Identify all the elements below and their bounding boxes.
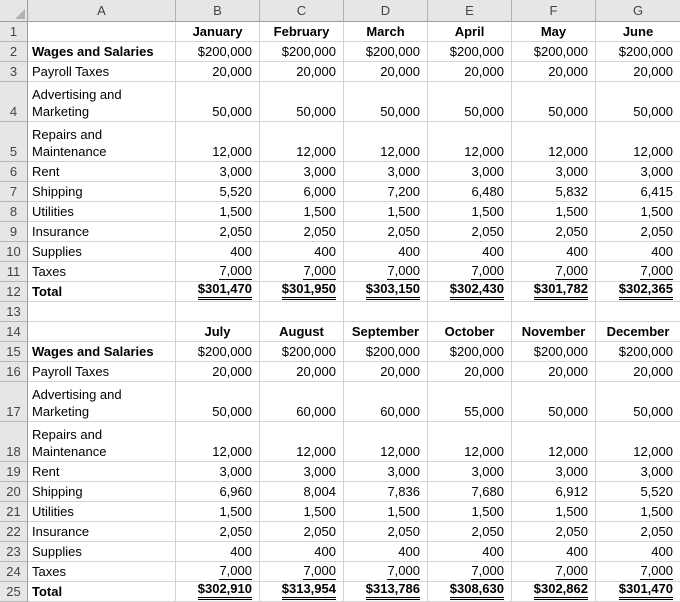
cell-F3[interactable]: 20,000 — [512, 62, 596, 82]
cell-A12[interactable]: Total — [28, 282, 176, 302]
cell-value: $308,630 — [450, 582, 504, 600]
row-header-19[interactable]: 19 — [0, 462, 28, 482]
cell-B23[interactable]: 400 — [176, 542, 260, 562]
cell-F15[interactable]: $200,000 — [512, 342, 596, 362]
cell-D25[interactable] — [344, 582, 428, 602]
cell-C8[interactable]: 1,500 — [260, 202, 344, 222]
cell-B3[interactable]: 20,000 — [176, 62, 260, 82]
cell-B19[interactable]: 3,000 — [176, 462, 260, 482]
row-25 — [0, 582, 680, 602]
cell-value: $313,954 — [282, 582, 336, 600]
cell-B8[interactable]: 1,500 — [176, 202, 260, 222]
cell-G20[interactable]: 5,520 — [596, 482, 680, 502]
cell-B17[interactable]: 50,000 — [176, 382, 260, 422]
cell-C23[interactable]: 400 — [260, 542, 344, 562]
row-header-3[interactable]: 3 — [0, 62, 28, 82]
cell-A3[interactable]: Payroll Taxes — [28, 62, 176, 82]
cell-A15[interactable]: Wages and Salaries — [28, 342, 176, 362]
row-23 — [0, 542, 680, 562]
cell-B1[interactable]: January — [176, 22, 260, 42]
cell-value: $301,470 — [619, 582, 673, 600]
cell-F22[interactable]: 2,050 — [512, 522, 596, 542]
column-header-G[interactable]: G — [596, 0, 680, 22]
cell-E21[interactable]: 1,500 — [428, 502, 512, 522]
cell-A2[interactable]: Wages and Salaries — [28, 42, 176, 62]
row-7 — [0, 182, 680, 202]
row-header-8[interactable]: 8 — [0, 202, 28, 222]
cell-G21[interactable]: 1,500 — [596, 502, 680, 522]
cell-B15[interactable]: $200,000 — [176, 342, 260, 362]
cell-C24[interactable] — [260, 562, 344, 582]
cell-A9[interactable]: Insurance — [28, 222, 176, 242]
row-header-22[interactable]: 22 — [0, 522, 28, 542]
row-22 — [0, 522, 680, 542]
cell-B11[interactable] — [176, 262, 260, 282]
cell-C25[interactable] — [260, 582, 344, 602]
cell-G13[interactable] — [596, 302, 680, 322]
row-header-5[interactable]: 5 — [0, 122, 28, 162]
cell-B9[interactable]: 2,050 — [176, 222, 260, 242]
row-header-16[interactable]: 16 — [0, 362, 28, 382]
cell-D18[interactable]: 12,000 — [344, 422, 428, 462]
cell-value: $302,430 — [450, 282, 504, 300]
cell-F25[interactable] — [512, 582, 596, 602]
cell-value: $302,365 — [619, 282, 673, 300]
cell-E13[interactable] — [428, 302, 512, 322]
cell-B13[interactable] — [176, 302, 260, 322]
column-header-row — [0, 0, 680, 22]
row-header-10[interactable]: 10 — [0, 242, 28, 262]
cell-G17[interactable]: 50,000 — [596, 382, 680, 422]
row-18 — [0, 422, 680, 462]
cell-D15[interactable]: $200,000 — [344, 342, 428, 362]
cell-D24[interactable] — [344, 562, 428, 582]
row-header-18[interactable]: 18 — [0, 422, 28, 462]
cell-B4[interactable]: 50,000 — [176, 82, 260, 122]
row-20 — [0, 482, 680, 502]
cell-E6[interactable]: 3,000 — [428, 162, 512, 182]
row-header-23[interactable]: 23 — [0, 542, 28, 562]
cell-D16[interactable]: 20,000 — [344, 362, 428, 382]
cell-C22[interactable]: 2,050 — [260, 522, 344, 542]
cell-C9[interactable]: 2,050 — [260, 222, 344, 242]
cell-D12[interactable] — [344, 282, 428, 302]
cell-B18[interactable]: 12,000 — [176, 422, 260, 462]
row-14 — [0, 322, 680, 342]
cell-C14[interactable]: August — [260, 322, 344, 342]
cell-E10[interactable]: 400 — [428, 242, 512, 262]
row-header-2[interactable]: 2 — [0, 42, 28, 62]
column-header-C[interactable]: C — [260, 0, 344, 22]
row-16 — [0, 362, 680, 382]
row-header-21[interactable]: 21 — [0, 502, 28, 522]
cell-E14[interactable]: October — [428, 322, 512, 342]
cell-E9[interactable]: 2,050 — [428, 222, 512, 242]
column-header-B[interactable]: B — [176, 0, 260, 22]
cell-C11[interactable] — [260, 262, 344, 282]
cell-G7[interactable]: 6,415 — [596, 182, 680, 202]
row-header-7[interactable]: 7 — [0, 182, 28, 202]
cell-value: 7,000 — [219, 563, 252, 578]
cell-value: $301,470 — [198, 282, 252, 300]
cell-D20[interactable]: 7,836 — [344, 482, 428, 502]
cell-F21[interactable]: 1,500 — [512, 502, 596, 522]
cell-B24[interactable] — [176, 562, 260, 582]
cell-G25[interactable] — [596, 582, 680, 602]
cell-E3[interactable]: 20,000 — [428, 62, 512, 82]
row-header-4[interactable]: 4 — [0, 82, 28, 122]
cell-B20[interactable]: 6,960 — [176, 482, 260, 502]
cell-E18[interactable]: 12,000 — [428, 422, 512, 462]
row-header-17[interactable]: 17 — [0, 382, 28, 422]
cell-B22[interactable]: 2,050 — [176, 522, 260, 542]
row-15 — [0, 342, 680, 362]
cell-D9[interactable]: 2,050 — [344, 222, 428, 242]
cell-B25[interactable] — [176, 582, 260, 602]
cell-C1[interactable]: February — [260, 22, 344, 42]
cell-D22[interactable]: 2,050 — [344, 522, 428, 542]
grid-rows — [0, 22, 680, 602]
cell-G6[interactable]: 3,000 — [596, 162, 680, 182]
row-9 — [0, 222, 680, 242]
cell-G4[interactable]: 50,000 — [596, 82, 680, 122]
row-header-14[interactable]: 14 — [0, 322, 28, 342]
cell-value: $302,862 — [534, 582, 588, 600]
cell-G8[interactable]: 1,500 — [596, 202, 680, 222]
cell-C21[interactable]: 1,500 — [260, 502, 344, 522]
row-header-6[interactable]: 6 — [0, 162, 28, 182]
row-10 — [0, 242, 680, 262]
cell-F6[interactable]: 3,000 — [512, 162, 596, 182]
cell-D10[interactable]: 400 — [344, 242, 428, 262]
cell-D5[interactable]: 12,000 — [344, 122, 428, 162]
cell-A18[interactable]: Repairs and Maintenance — [28, 422, 176, 462]
cell-E7[interactable]: 6,480 — [428, 182, 512, 202]
cell-E5[interactable]: 12,000 — [428, 122, 512, 162]
cell-F2[interactable]: $200,000 — [512, 42, 596, 62]
cell-F14[interactable]: November — [512, 322, 596, 342]
cell-E15[interactable]: $200,000 — [428, 342, 512, 362]
row-header-12[interactable]: 12 — [0, 282, 28, 302]
row-19 — [0, 462, 680, 482]
cell-C20[interactable]: 8,004 — [260, 482, 344, 502]
cell-A14[interactable] — [28, 322, 176, 342]
cell-D14[interactable]: September — [344, 322, 428, 342]
cell-F19[interactable]: 3,000 — [512, 462, 596, 482]
cell-F11[interactable] — [512, 262, 596, 282]
row-header-20[interactable]: 20 — [0, 482, 28, 502]
row-6 — [0, 162, 680, 182]
cell-F18[interactable]: 12,000 — [512, 422, 596, 462]
cell-C7[interactable]: 6,000 — [260, 182, 344, 202]
cell-D13[interactable] — [344, 302, 428, 322]
cell-A20[interactable]: Shipping — [28, 482, 176, 502]
cell-B14[interactable]: July — [176, 322, 260, 342]
cell-E1[interactable]: April — [428, 22, 512, 42]
cell-value: $313,786 — [366, 582, 420, 600]
row-13 — [0, 302, 680, 322]
row-3 — [0, 62, 680, 82]
cell-A5[interactable]: Repairs and Maintenance — [28, 122, 176, 162]
cell-G5[interactable]: 12,000 — [596, 122, 680, 162]
cell-value: 7,000 — [219, 263, 252, 278]
cell-value: $302,910 — [198, 582, 252, 600]
cell-G23[interactable]: 400 — [596, 542, 680, 562]
cell-value: 7,000 — [640, 263, 673, 278]
cell-value: 7,000 — [387, 263, 420, 278]
cell-D23[interactable]: 400 — [344, 542, 428, 562]
cell-E11[interactable] — [428, 262, 512, 282]
cell-C5[interactable]: 12,000 — [260, 122, 344, 162]
cell-F1[interactable]: May — [512, 22, 596, 42]
cell-B7[interactable]: 5,520 — [176, 182, 260, 202]
cell-E4[interactable]: 50,000 — [428, 82, 512, 122]
cell-G9[interactable]: 2,050 — [596, 222, 680, 242]
cell-D8[interactable]: 1,500 — [344, 202, 428, 222]
cell-F13[interactable] — [512, 302, 596, 322]
cell-F20[interactable]: 6,912 — [512, 482, 596, 502]
cell-E17[interactable]: 55,000 — [428, 382, 512, 422]
cell-A17[interactable]: Advertising and Marketing — [28, 382, 176, 422]
cell-value: 7,000 — [471, 563, 504, 578]
select-all-triangle-icon — [15, 9, 25, 19]
cell-D3[interactable]: 20,000 — [344, 62, 428, 82]
cell-D2[interactable]: $200,000 — [344, 42, 428, 62]
row-header-1[interactable]: 1 — [0, 22, 28, 42]
cell-value: 7,000 — [387, 563, 420, 578]
cell-B21[interactable]: 1,500 — [176, 502, 260, 522]
cell-C16[interactable]: 20,000 — [260, 362, 344, 382]
column-header-D[interactable]: D — [344, 0, 428, 22]
row-2 — [0, 42, 680, 62]
cell-A21[interactable]: Utilities — [28, 502, 176, 522]
cell-A19[interactable]: Rent — [28, 462, 176, 482]
cell-G22[interactable]: 2,050 — [596, 522, 680, 542]
cell-value: 7,000 — [471, 263, 504, 278]
cell-D6[interactable]: 3,000 — [344, 162, 428, 182]
cell-E22[interactable]: 2,050 — [428, 522, 512, 542]
cell-F23[interactable]: 400 — [512, 542, 596, 562]
cell-D11[interactable] — [344, 262, 428, 282]
cell-G18[interactable]: 12,000 — [596, 422, 680, 462]
cell-G24[interactable] — [596, 562, 680, 582]
cell-C18[interactable]: 12,000 — [260, 422, 344, 462]
cell-F16[interactable]: 20,000 — [512, 362, 596, 382]
cell-A1[interactable] — [28, 22, 176, 42]
cell-A24[interactable]: Taxes — [28, 562, 176, 582]
cell-F12[interactable] — [512, 282, 596, 302]
cell-value: $301,950 — [282, 282, 336, 300]
cell-B16[interactable]: 20,000 — [176, 362, 260, 382]
cell-E24[interactable] — [428, 562, 512, 582]
cell-A23[interactable]: Supplies — [28, 542, 176, 562]
cell-A11[interactable]: Taxes — [28, 262, 176, 282]
cell-B10[interactable]: 400 — [176, 242, 260, 262]
cell-F8[interactable]: 1,500 — [512, 202, 596, 222]
cell-B2[interactable]: $200,000 — [176, 42, 260, 62]
row-header-15[interactable]: 15 — [0, 342, 28, 362]
row-4 — [0, 82, 680, 122]
cell-G10[interactable]: 400 — [596, 242, 680, 262]
cell-G1[interactable]: June — [596, 22, 680, 42]
cell-A6[interactable]: Rent — [28, 162, 176, 182]
cell-C19[interactable]: 3,000 — [260, 462, 344, 482]
cell-G11[interactable] — [596, 262, 680, 282]
cell-E20[interactable]: 7,680 — [428, 482, 512, 502]
cell-G12[interactable] — [596, 282, 680, 302]
cell-C4[interactable]: 50,000 — [260, 82, 344, 122]
row-1 — [0, 22, 680, 42]
cell-F4[interactable]: 50,000 — [512, 82, 596, 122]
cell-F7[interactable]: 5,832 — [512, 182, 596, 202]
cell-value: $303,150 — [366, 282, 420, 300]
row-5 — [0, 122, 680, 162]
cell-E12[interactable] — [428, 282, 512, 302]
cell-A16[interactable]: Payroll Taxes — [28, 362, 176, 382]
row-24 — [0, 562, 680, 582]
cell-F24[interactable] — [512, 562, 596, 582]
cell-G14[interactable]: December — [596, 322, 680, 342]
cell-F5[interactable]: 12,000 — [512, 122, 596, 162]
cell-D4[interactable]: 50,000 — [344, 82, 428, 122]
row-17 — [0, 382, 680, 422]
cell-C12[interactable] — [260, 282, 344, 302]
cell-D21[interactable]: 1,500 — [344, 502, 428, 522]
row-21 — [0, 502, 680, 522]
cell-value: 7,000 — [303, 563, 336, 578]
cell-C17[interactable]: 60,000 — [260, 382, 344, 422]
cell-G2[interactable]: $200,000 — [596, 42, 680, 62]
cell-B6[interactable]: 3,000 — [176, 162, 260, 182]
cell-A7[interactable]: Shipping — [28, 182, 176, 202]
cell-A4[interactable]: Advertising and Marketing — [28, 82, 176, 122]
column-header-E[interactable]: E — [428, 0, 512, 22]
cell-G15[interactable]: $200,000 — [596, 342, 680, 362]
cell-E25[interactable] — [428, 582, 512, 602]
cell-value: $301,782 — [534, 282, 588, 300]
row-header-13[interactable]: 13 — [0, 302, 28, 322]
cell-A10[interactable]: Supplies — [28, 242, 176, 262]
cell-D17[interactable]: 60,000 — [344, 382, 428, 422]
cell-E2[interactable]: $200,000 — [428, 42, 512, 62]
cell-C3[interactable]: 20,000 — [260, 62, 344, 82]
cell-value: 7,000 — [640, 563, 673, 578]
cell-C15[interactable]: $200,000 — [260, 342, 344, 362]
cell-A8[interactable]: Utilities — [28, 202, 176, 222]
cell-A13[interactable] — [28, 302, 176, 322]
cell-E23[interactable]: 400 — [428, 542, 512, 562]
cell-A22[interactable]: Insurance — [28, 522, 176, 542]
cell-G3[interactable]: 20,000 — [596, 62, 680, 82]
cell-A25[interactable]: Total — [28, 582, 176, 602]
cell-E19[interactable]: 3,000 — [428, 462, 512, 482]
cell-E8[interactable]: 1,500 — [428, 202, 512, 222]
cell-value: 7,000 — [555, 263, 588, 278]
cell-D1[interactable]: March — [344, 22, 428, 42]
cell-C13[interactable] — [260, 302, 344, 322]
cell-C10[interactable]: 400 — [260, 242, 344, 262]
cell-D7[interactable]: 7,200 — [344, 182, 428, 202]
cell-value: 7,000 — [303, 263, 336, 278]
cell-F10[interactable]: 400 — [512, 242, 596, 262]
cell-B5[interactable]: 12,000 — [176, 122, 260, 162]
row-12 — [0, 282, 680, 302]
column-header-A[interactable]: A — [28, 0, 176, 22]
cell-C2[interactable]: $200,000 — [260, 42, 344, 62]
cell-C6[interactable]: 3,000 — [260, 162, 344, 182]
cell-B12[interactable] — [176, 282, 260, 302]
cell-G16[interactable]: 20,000 — [596, 362, 680, 382]
row-header-24[interactable]: 24 — [0, 562, 28, 582]
row-header-25[interactable]: 25 — [0, 582, 28, 602]
row-11 — [0, 262, 680, 282]
cell-D19[interactable]: 3,000 — [344, 462, 428, 482]
column-header-F[interactable]: F — [512, 0, 596, 22]
cell-value: 7,000 — [555, 563, 588, 578]
cell-G19[interactable]: 3,000 — [596, 462, 680, 482]
row-header-11[interactable]: 11 — [0, 262, 28, 282]
cell-F17[interactable]: 50,000 — [512, 382, 596, 422]
cell-F9[interactable]: 2,050 — [512, 222, 596, 242]
row-header-9[interactable]: 9 — [0, 222, 28, 242]
row-8 — [0, 202, 680, 222]
cell-E16[interactable]: 20,000 — [428, 362, 512, 382]
select-all-corner[interactable] — [0, 0, 28, 22]
